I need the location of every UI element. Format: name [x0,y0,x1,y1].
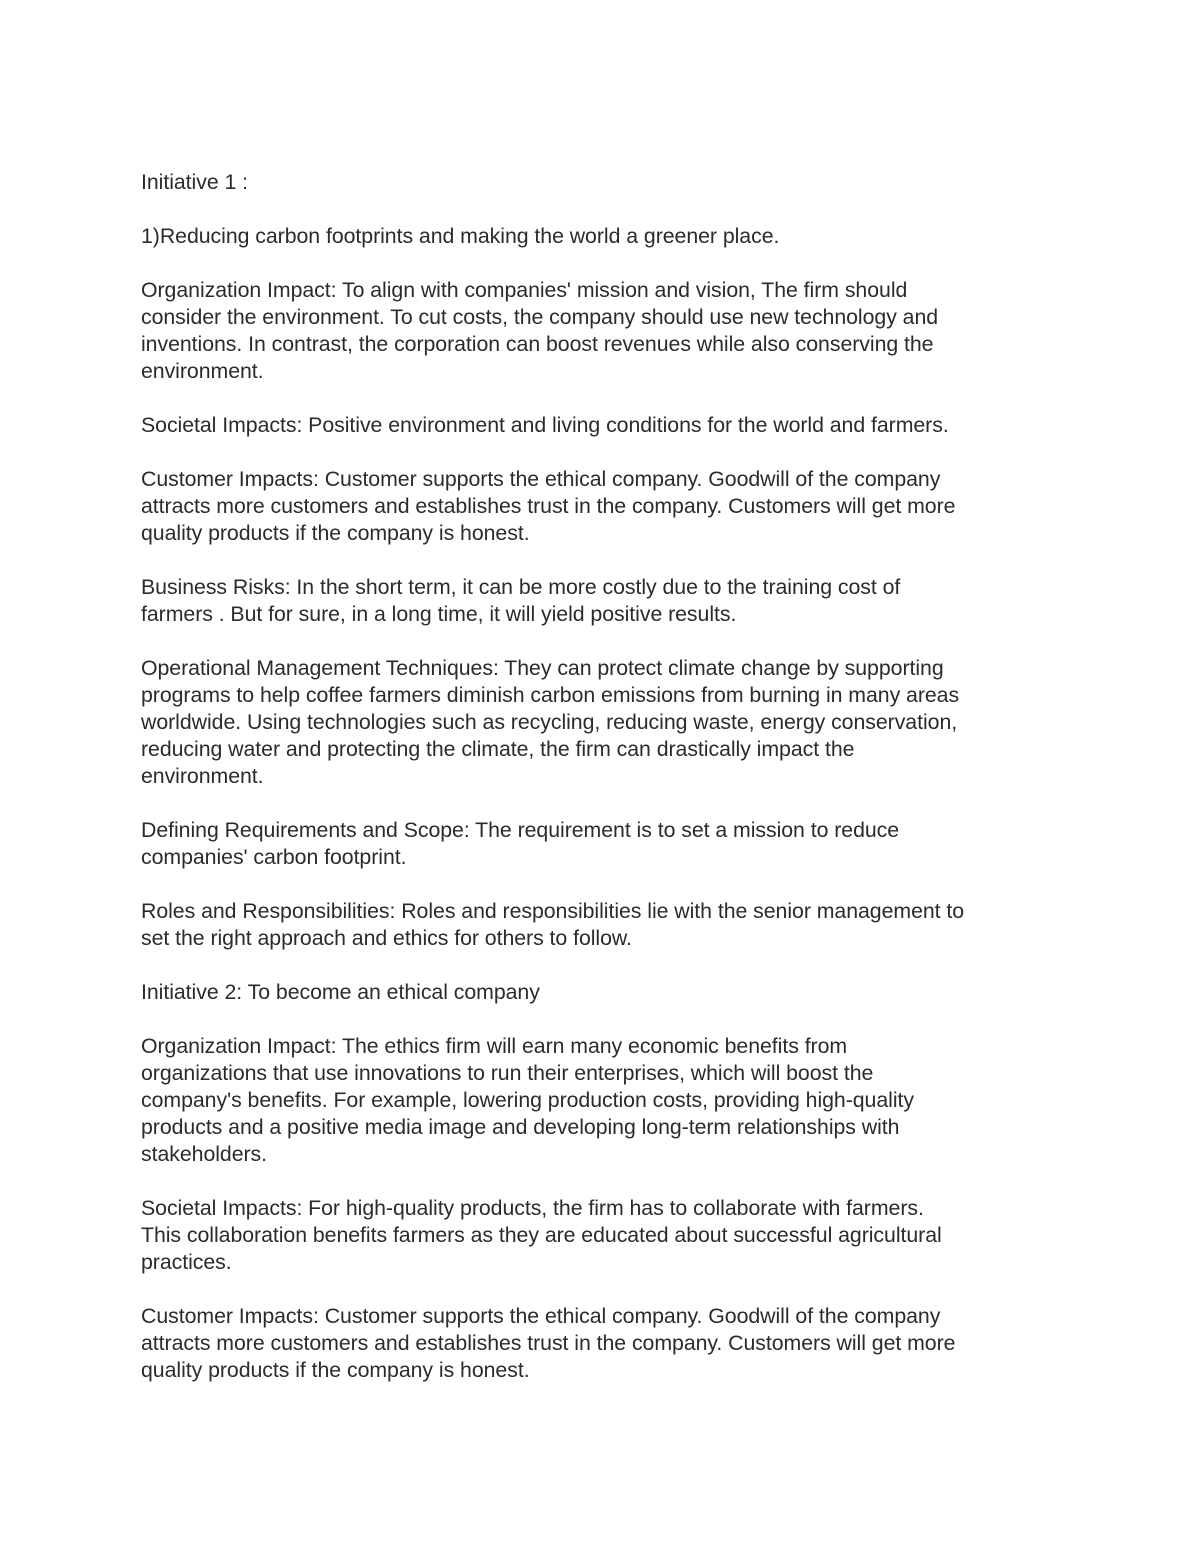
initiative-1-heading: Initiative 1 : [141,170,249,194]
initiative-1-roles-responsibilities: Roles and Responsibilities: Roles and responsibilities lie with the senior management to set the right approach and ethics for others to follow. [141,899,965,950]
initiative-1-societal-impacts: Societal Impacts: Positive environment and living conditions for the world and farmers. [141,413,949,437]
initiative-1-requirements-scope: Defining Requirements and Scope: The requirement is to set a mission to reduce companies' carbon footprint. [141,818,900,869]
initiative-1-customer-impacts: Customer Impacts: Customer supports the ethical company. Goodwill of the company attracts more customers and establishes trust in the company. Customers will get more quality products if the company is honest. [141,467,956,545]
initiative-2-organization-impact: Organization Impact: The ethics firm will earn many economic benefits from organizations that use innovations to run their enterprises, which will boost the company's benefits. For example, lowering production costs, providing high-quality products and a positive media image and developing long-term relationships with stakeholders. [141,1034,914,1166]
initiative-1-organization-impact: Organization Impact: To align with companies' mission and vision, The firm should consider the environment. To cut costs, the company should use new technology and inventions. In contrast, the corporation can boost revenues while also conserving the environment. [141,278,939,383]
initiative-1-operational-management: Operational Management Techniques: They can protect climate change by supporting programs to help coffee farmers diminish carbon emissions from burning in many areas worldwide. Using technologies such as recycling, reducing waste, energy conservation, reducing water and protecting the climate, the firm can drastically impact the environment. [141,656,960,788]
initiative-1-business-risks: Business Risks: In the short term, it can be more costly due to the training cost of farmers . But for sure, in a long time, it will yield positive results. [141,575,901,626]
initiative-2-societal-impacts: Societal Impacts: For high-quality products, the firm has to collaborate with farmers. This collaboration benefits farmers as they are educated about successful agricultural practices. [141,1196,942,1274]
initiative-1-title: 1)Reducing carbon footprints and making the world a greener place. [141,224,780,248]
initiative-2-customer-impacts: Customer Impacts: Customer supports the ethical company. Goodwill of the company attracts more customers and establishes trust in the company. Customers will get more quality products if the company is honest. [141,1304,956,1382]
document-page [141,169,1066,1384]
initiative-2-heading: Initiative 2: To become an ethical company [141,980,540,1004]
